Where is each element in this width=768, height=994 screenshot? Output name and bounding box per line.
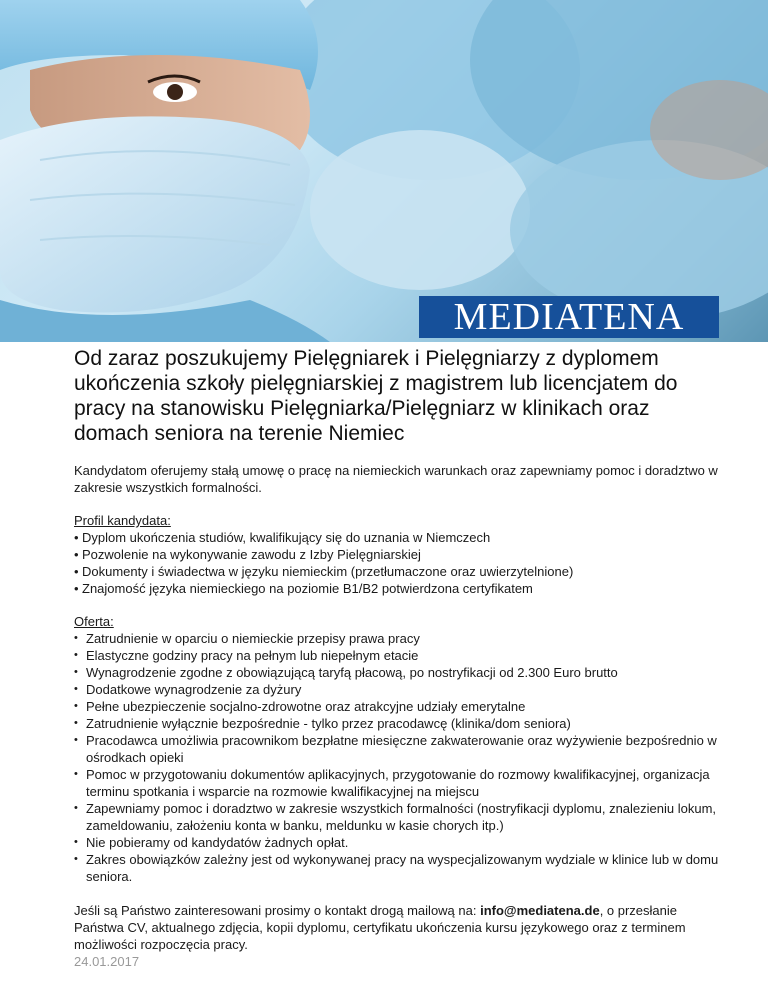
list-item: • Dyplom ukończenia studiów, kwalifikujący się do uznania w Niemczech (74, 529, 724, 546)
list-item: • Elastyczne godziny pracy na pełnym lub niepełnym etacie (74, 647, 724, 664)
contact-text-after: , o przesłanie Państwa CV, aktualnego zdjęcia, kopii dyplomu, certyfikatu ukończenia kursu językowego oraz z terminem możliwości rozpoczęcia pracy. (74, 903, 686, 952)
profile-list (74, 529, 724, 597)
list-item: • Pełne ubezpieczenie socjalno-zdrowotne oraz atrakcyjne udziały emerytalne (74, 698, 724, 715)
list-item: • Wynagrodzenie zgodne z obowiązującą taryfą płacową, po nostryfikacji od 2.300 Euro brutto (74, 664, 724, 681)
headline: Od zaraz poszukujemy Pielęgniarek i Pielęgniarzy z dyplomem ukończenia szkoły pielęgniarskiej z magistrem lub licencjatem do pracy na stanowisku Pielęgniarka/Pielęgniarz w klinikach oraz domach seniora na terenie Niemiec (74, 347, 678, 445)
list-item: • Znajomość języka niemieckiego na poziomie B1/B2 potwierdzona certyfikatem (74, 580, 724, 597)
offer-list (74, 630, 724, 885)
contact-email-link[interactable]: info@mediatena.de (480, 903, 600, 918)
offer-title: Oferta: (74, 614, 114, 629)
mediatena-logo (419, 296, 719, 338)
contact-text-before: Jeśli są Państwo zainteresowani prosimy o kontakt drogą mailową na: (74, 903, 481, 918)
logo-text: MEDIATENA (453, 296, 685, 338)
intro-paragraph: Kandydatom oferujemy stałą umowę o pracę na niemieckich warunkach oraz zapewniamy pomoc i doradztwo w zakresie wszystkich formalności. (74, 463, 718, 495)
list-item: • Dokumenty i świadectwa w języku niemieckim (przetłumaczone oraz uwierzytelnione) (74, 563, 724, 580)
list-item: • Pozwolenie na wykonywanie zawodu z Izby Pielęgniarskiej (74, 546, 724, 563)
surgeons-illustration (0, 0, 768, 342)
list-item: • Pomoc w przygotowaniu dokumentów aplikacyjnych, przygotowanie do rozmowy kwalifikacyjnej, organizacja terminu spotkania i wsparcie na rozmowie kwalifikacyjnej na miejscu (74, 766, 724, 800)
contact-paragraph (74, 902, 724, 953)
offer-section (74, 613, 724, 885)
candidate-profile-section (74, 512, 724, 597)
profile-title: Profil kandydata: (74, 513, 171, 528)
job-ad-content (74, 346, 724, 970)
list-item: • Pracodawca umożliwia pracownikom bezpłatne miesięczne zakwaterowanie oraz wyżywienie bezpośrednio w ośrodkach opieki (74, 732, 724, 766)
hero-photo-surgeons (0, 0, 768, 342)
list-item: • Zatrudnienie w oparciu o niemieckie przepisy prawa pracy (74, 630, 724, 647)
list-item: • Zatrudnienie wyłącznie bezpośrednie - tylko przez pracodawcę (klinika/dom seniora) (74, 715, 724, 732)
list-item: • Zakres obowiązków zależny jest od wykonywanej pracy na wyspecjalizowanym wydziale w klinice lub w domu seniora. (74, 851, 724, 885)
list-item: • Zapewniamy pomoc i doradztwo w zakresie wszystkich formalności (nostryfikacji dyplomu, znalezieniu lokum, zameldowaniu, założeniu konta w banku, meldunku w kasie chorych itp.) (74, 800, 724, 834)
list-item: • Nie pobieramy od kandydatów żadnych opłat. (74, 834, 724, 851)
list-item: • Dodatkowe wynagrodzenie za dyżury (74, 681, 724, 698)
publication-date: 24.01.2017 (74, 954, 140, 969)
